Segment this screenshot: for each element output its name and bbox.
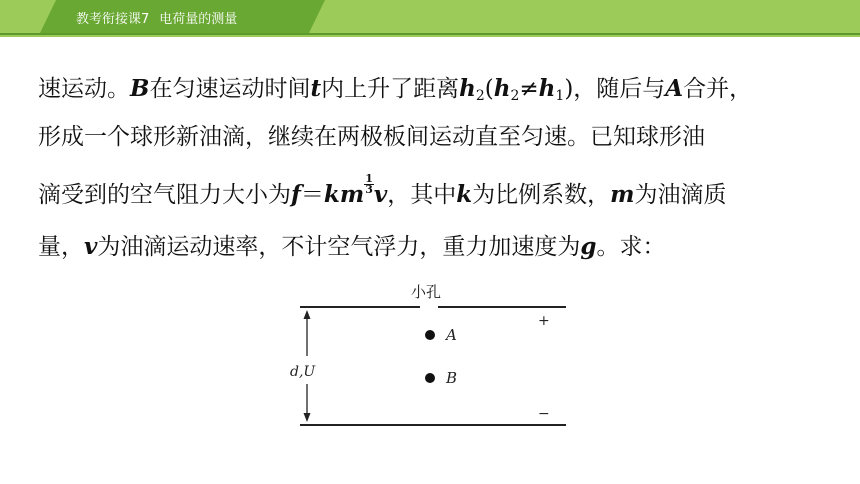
dim-label: d,U [290,364,316,380]
chapter-label: 教考衔接课7 [76,12,150,27]
droplet-b [425,373,435,383]
var-A: A [665,75,684,102]
arrow-down-icon [304,413,311,422]
subscript: 2 [475,88,485,104]
text-run: ，其中 [387,181,457,208]
droplet-a [425,330,435,340]
droplet-b-label: B [446,369,458,387]
fraction-denominator: 3 [365,183,373,196]
var-t: t [310,75,322,102]
text-run: 为油滴质 [634,181,727,208]
var-B: B [130,75,150,102]
text-run: 为油滴运动速率，不计空气浮力，重力加速度为 [97,234,581,260]
var-k: k [323,180,340,208]
text-run: 合并， [683,76,753,102]
fraction-numerator: 1 [365,172,373,185]
subscript: 2 [510,88,520,104]
subscript: 1 [555,88,565,104]
text-run: 滴受到的空气阻力大小为 [38,181,291,208]
hole-label: 小孔 [411,283,442,301]
minus-label: − [538,406,550,422]
var-g: g [580,233,597,260]
equals-sign: ＝ [300,181,324,208]
text-run: 。求： [596,234,666,260]
text-run: 内上升了距离 [321,76,460,102]
text-run: 形成一个球形新油滴，继续在两极板间运动直至匀速。已知球形油 [38,124,705,150]
topic-label: 电荷量的测量 [159,12,238,27]
var-h: h [538,75,556,102]
var-v: v [373,180,388,208]
var-v: v [84,233,98,260]
text-run: 为比例系数， [472,181,611,208]
text-run: 在匀速运动时间 [149,76,311,102]
var-m: m [339,180,365,208]
paren: ) [564,76,574,102]
text-run: 量， [38,234,84,260]
arrow-up-icon [304,310,311,319]
paren: ( [484,76,494,102]
var-m: m [610,180,635,208]
text-run: 速运动。 [38,76,130,102]
neq-symbol: ≠ [519,76,539,102]
text-run: ，随后与 [573,76,666,102]
plus-label: + [538,313,550,329]
droplet-a-label: A [446,326,457,344]
var-h: h [459,75,476,102]
var-k: k [456,180,473,208]
var-f: f [291,180,301,208]
var-h: h [493,75,511,102]
